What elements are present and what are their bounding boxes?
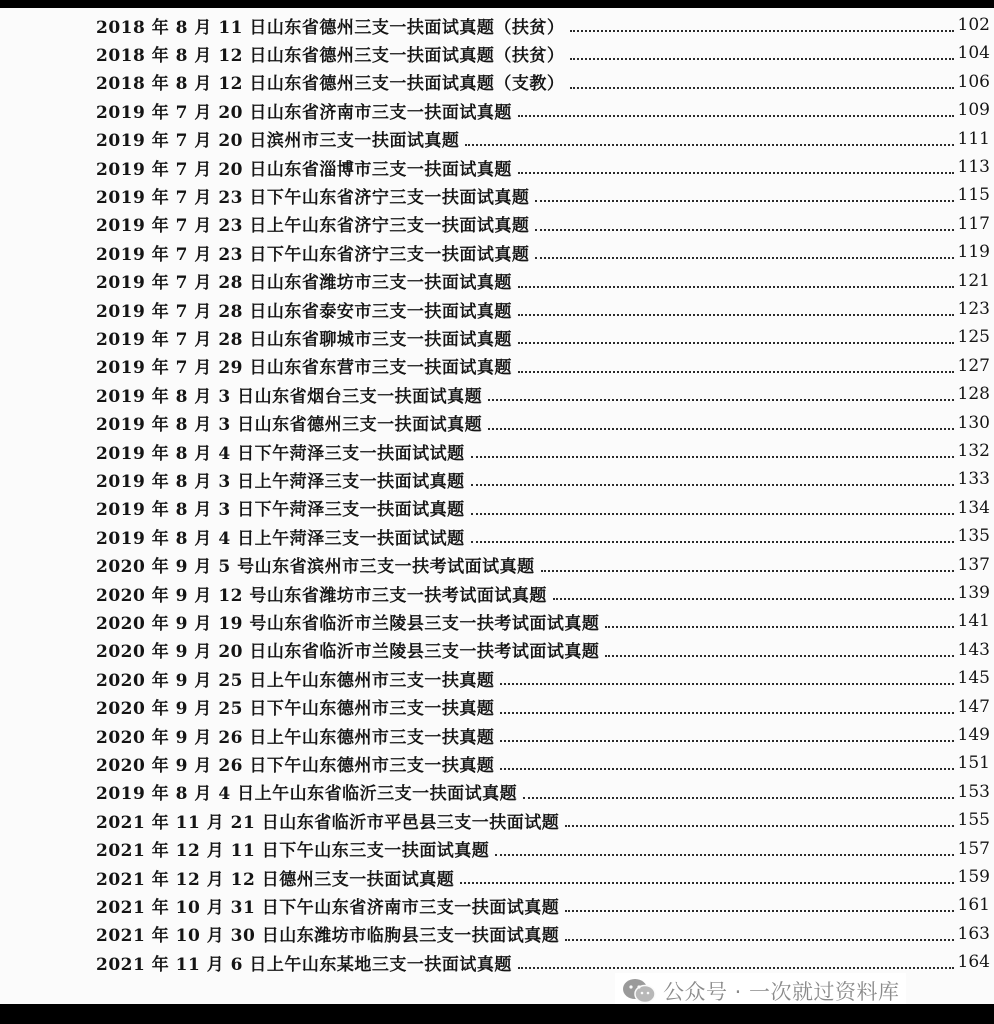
toc-entry xyxy=(96,891,990,919)
toc-leader-dots xyxy=(523,779,953,799)
toc-entry xyxy=(96,494,990,522)
toc-entry-title: 2019 年 7 月 20 日滨州市三支一扶面试真题 xyxy=(96,131,460,152)
toc-entry-title: 2019 年 8 月 4 日上午山东省临沂三支一扶面试真题 xyxy=(96,784,518,805)
toc-entry xyxy=(96,238,990,266)
toc-entry-title: 2020 年 9 月 19 号山东省临沂市兰陵县三支一扶考试面试真题 xyxy=(96,613,600,634)
toc-entry-page-number: 151 xyxy=(957,753,990,774)
toc-entry-title: 2019 年 7 月 23 日上午山东省济宁三支一扶面试真题 xyxy=(96,216,530,237)
toc-entry xyxy=(96,323,990,351)
toc-leader-dots xyxy=(570,12,953,32)
toc-entry-page-number: 115 xyxy=(957,185,990,206)
toc-leader-dots xyxy=(460,864,953,884)
toc-entry xyxy=(96,437,990,465)
toc-entry-page-number: 145 xyxy=(957,668,990,689)
toc-entry xyxy=(96,153,990,181)
toc-entry-page-number: 139 xyxy=(957,583,990,603)
toc-leader-dots xyxy=(570,40,953,60)
toc-entry-page-number: 127 xyxy=(957,355,990,376)
toc-entry-title: 2020 年 9 月 20 日山东省临沂市兰陵县三支一扶考试面试真题 xyxy=(96,642,600,663)
toc-entry-page-number: 153 xyxy=(957,781,990,802)
toc-entry xyxy=(96,920,990,948)
toc-entry-page-number: 159 xyxy=(957,867,990,887)
toc-entry-page-number: 130 xyxy=(957,412,990,433)
toc-entry-page-number: 163 xyxy=(957,923,990,944)
toc-entry-page-number: 104 xyxy=(957,43,990,64)
toc-leader-dots xyxy=(518,353,954,373)
toc-entry xyxy=(96,295,990,323)
toc-entry-page-number: 133 xyxy=(957,469,990,490)
toc-entry-page-number: 102 xyxy=(957,15,990,35)
toc-leader-dots xyxy=(500,694,953,714)
toc-entry xyxy=(96,409,990,437)
toc-entry-title: 2019 年 7 月 20 日山东省济南市三支一扶面试真题 xyxy=(96,102,512,123)
watermark xyxy=(615,973,906,1004)
toc-entry-page-number: 119 xyxy=(957,242,990,263)
toc-entry-title: 2019 年 8 月 3 日山东省烟台三支一扶面试真题 xyxy=(96,386,483,407)
toc-leader-dots xyxy=(518,154,954,174)
toc-leader-dots xyxy=(605,608,953,628)
toc-entry xyxy=(96,806,990,834)
toc-leader-dots xyxy=(495,836,953,856)
toc-entry xyxy=(96,96,990,124)
toc-leader-dots xyxy=(500,750,953,770)
toc-leader-dots xyxy=(465,126,953,146)
toc-entry-title: 2018 年 8 月 12 日山东省德州三支一扶面试真题（扶贫） xyxy=(96,45,565,66)
toc-leader-dots xyxy=(518,296,954,316)
toc-leader-dots xyxy=(605,637,953,657)
watermark-text: 公众号 · 一次就过资料库 xyxy=(663,980,900,1004)
toc-leader-dots xyxy=(471,438,954,458)
toc-entry-title: 2020 年 9 月 25 日下午山东德州市三支一扶真题 xyxy=(96,699,495,720)
toc-entry-title: 2019 年 8 月 3 日下午菏泽三支一扶面试真题 xyxy=(96,500,465,521)
toc-entry-page-number: 121 xyxy=(957,270,990,291)
toc-entry-title: 2020 年 9 月 26 日上午山东德州市三支一扶真题 xyxy=(96,727,495,748)
toc-entry xyxy=(96,181,990,209)
toc-entry-page-number: 132 xyxy=(957,441,990,461)
toc-entry-title: 2019 年 8 月 4 日上午菏泽三支一扶面试试题 xyxy=(96,528,465,549)
toc-leader-dots xyxy=(518,324,954,344)
toc-entry-title: 2020 年 9 月 25 日上午山东德州市三支一扶真题 xyxy=(96,670,495,691)
toc-entry-page-number: 111 xyxy=(957,128,990,149)
toc-entry-title: 2021 年 10 月 30 日山东潍坊市临朐县三支一扶面试真题 xyxy=(96,926,560,947)
toc-leader-dots xyxy=(518,949,954,969)
toc-entry-page-number: 161 xyxy=(957,895,990,916)
toc-leader-dots xyxy=(518,268,954,288)
toc-leader-dots xyxy=(565,892,953,912)
toc-entry xyxy=(96,39,990,67)
toc-leader-dots xyxy=(488,381,953,401)
toc-leader-dots xyxy=(535,211,953,231)
toc-entry-title: 2018 年 8 月 11 日山东省德州三支一扶面试真题（扶贫） xyxy=(96,17,565,38)
toc-entry-title: 2019 年 7 月 28 日山东省聊城市三支一扶面试真题 xyxy=(96,329,512,350)
toc-leader-dots xyxy=(565,807,953,827)
toc-entry xyxy=(96,636,990,664)
toc-leader-dots xyxy=(535,182,953,202)
toc-entry xyxy=(96,607,990,635)
toc-leader-dots xyxy=(471,523,954,543)
toc-entry-page-number: 125 xyxy=(957,327,990,348)
toc-entry-title: 2020 年 9 月 26 日下午山东德州市三支一扶真题 xyxy=(96,755,495,776)
toc-entry-page-number: 106 xyxy=(957,71,990,92)
toc-leader-dots xyxy=(535,239,953,259)
toc-entry-title: 2021 年 12 月 12 日德州三支一扶面试真题 xyxy=(96,869,455,890)
toc-entry xyxy=(96,863,990,891)
toc-entry xyxy=(96,11,990,39)
toc-entry xyxy=(96,352,990,380)
toc-entry xyxy=(96,125,990,153)
toc-entry-title: 2019 年 8 月 3 日山东省德州三支一扶面试真题 xyxy=(96,415,483,436)
toc-leader-dots xyxy=(471,466,954,486)
toc-entry-page-number: 137 xyxy=(957,554,990,575)
toc-entry-title: 2019 年 8 月 3 日上午菏泽三支一扶面试真题 xyxy=(96,471,465,492)
toc-entry-title: 2020 年 9 月 12 号山东省潍坊市三支一扶考试面试真题 xyxy=(96,585,547,606)
toc-entry xyxy=(96,210,990,238)
toc-entry-page-number: 143 xyxy=(957,639,990,660)
toc-entry-title: 2021 年 10 月 31 日下午山东省济南市三支一扶面试真题 xyxy=(96,897,560,918)
toc-entry xyxy=(96,664,990,692)
toc-entry-page-number: 113 xyxy=(957,157,990,177)
toc-entry-title: 2019 年 7 月 29 日山东省东营市三支一扶面试真题 xyxy=(96,358,512,379)
toc-entry xyxy=(96,551,990,579)
toc-entry-page-number: 155 xyxy=(957,810,990,831)
document-page xyxy=(0,8,994,1004)
toc-entry xyxy=(96,948,990,976)
toc-entry-title: 2020 年 9 月 5 号山东省滨州市三支一扶考试面试真题 xyxy=(96,557,535,578)
wechat-icon xyxy=(621,977,657,1004)
toc-entry-title: 2021 年 12 月 11 日下午山东三支一扶面试真题 xyxy=(96,841,490,862)
toc-entry-page-number: 149 xyxy=(957,725,990,745)
toc-leader-dots xyxy=(488,410,953,430)
toc-entry-page-number: 135 xyxy=(957,526,990,547)
toc-entry-page-number: 157 xyxy=(957,838,990,859)
toc-leader-dots xyxy=(570,69,953,89)
toc-entry-title: 2019 年 8 月 4 日下午菏泽三支一扶面试试题 xyxy=(96,443,465,464)
toc-entry xyxy=(96,778,990,806)
toc-leader-dots xyxy=(553,580,954,600)
toc-entry xyxy=(96,267,990,295)
toc-leader-dots xyxy=(500,722,953,742)
toc-leader-dots xyxy=(500,665,953,685)
toc-entry xyxy=(96,721,990,749)
toc-entry xyxy=(96,522,990,550)
toc-entry-title: 2018 年 8 月 12 日山东省德州三支一扶面试真题（支教） xyxy=(96,74,565,95)
toc-entry-title: 2021 年 11 月 6 日上午山东某地三支一扶面试真题 xyxy=(96,954,512,975)
toc-entry-title: 2019 年 7 月 23 日下午山东省济宁三支一扶面试真题 xyxy=(96,187,530,208)
toc-entry-title: 2021 年 11 月 21 日山东省临沂市平邑县三支一扶面试题 xyxy=(96,812,560,833)
toc-entry-page-number: 123 xyxy=(957,299,990,319)
toc-leader-dots xyxy=(471,495,954,515)
toc-entry xyxy=(96,68,990,96)
toc-entry-page-number: 117 xyxy=(957,213,990,234)
toc-entry-title: 2019 年 7 月 28 日山东省泰安市三支一扶面试真题 xyxy=(96,301,512,322)
bottom-black-bar xyxy=(0,1004,994,1024)
toc-entry-title: 2019 年 7 月 28 日山东省潍坊市三支一扶面试真题 xyxy=(96,273,512,294)
toc-entry xyxy=(96,693,990,721)
toc-entry xyxy=(96,465,990,493)
toc-leader-dots xyxy=(541,552,954,572)
toc-entry-page-number: 147 xyxy=(957,696,990,717)
toc-entry-page-number: 134 xyxy=(957,497,990,518)
toc-entry-page-number: 141 xyxy=(957,611,990,632)
toc-entry xyxy=(96,579,990,607)
toc-entry-page-number: 128 xyxy=(957,384,990,405)
toc-entry xyxy=(96,380,990,408)
toc-entry xyxy=(96,749,990,777)
toc-entry-page-number: 164 xyxy=(957,952,990,973)
top-black-bar xyxy=(0,0,994,8)
toc-entry xyxy=(96,835,990,863)
toc-entry-title: 2019 年 7 月 23 日下午山东省济宁三支一扶面试真题 xyxy=(96,244,530,265)
toc-entry-page-number: 109 xyxy=(957,100,990,121)
toc-leader-dots xyxy=(565,921,953,941)
toc-entry-title: 2019 年 7 月 20 日山东省淄博市三支一扶面试真题 xyxy=(96,159,512,180)
toc-leader-dots xyxy=(518,97,954,117)
